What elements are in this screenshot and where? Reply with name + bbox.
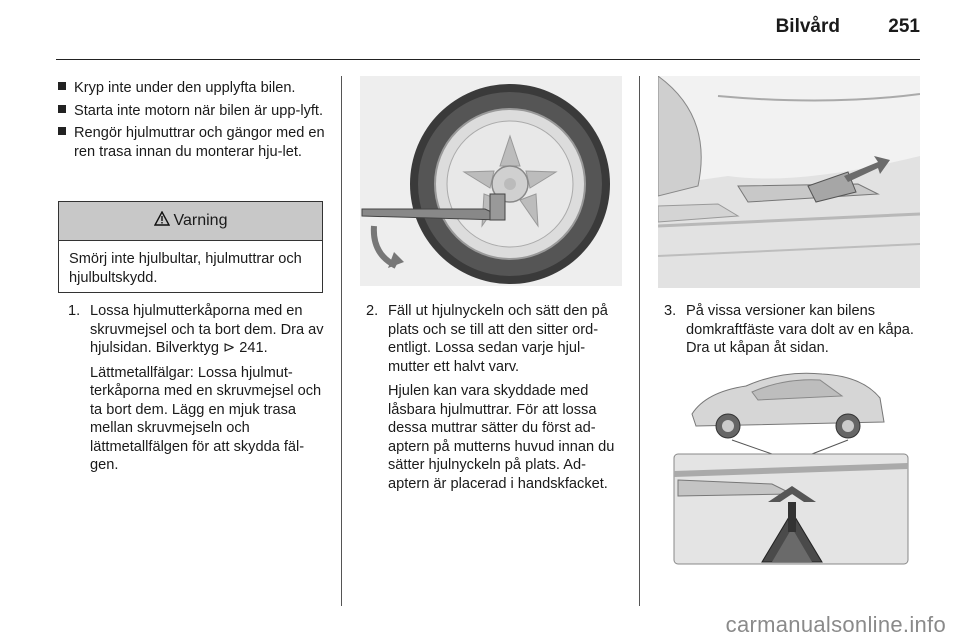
step-paragraph: Lossa hjulmutterkåporna med en skruvmejsel och ta bort dem. Dra av hjulsidan. Bilverktyg ⊳ 241. bbox=[90, 303, 324, 356]
warning-header bbox=[59, 202, 322, 241]
safety-bullet-list bbox=[58, 79, 326, 165]
step-2: 2. Fäll ut hjulnyckeln och sätt den på plats och se till att den sitter ord-entligt. Lossa sedan varje hjul-mutter ett halvt varv. Hjulen kan vara skyddade med låsbara hjulmuttrar. För att lossa dessa muttrar sätter du först ad-aptern på mutterns huvud innan du sätter hjulnyckeln på plats. Ad-aptern är placerad i handskfacket. bbox=[366, 302, 624, 493]
step-paragraph: Hjulen kan vara skyddade med låsbara hjulmuttrar. För att lossa dessa muttrar sätter du först ad-aptern på mutterns huvud innan du sätter hjulnyckeln på plats. Ad-aptern är placerad i handskfacket. bbox=[388, 383, 615, 492]
step-paragraph: Fäll ut hjulnyckeln och sätt den på plats och se till att den sitter ord-entligt. Lossa sedan varje hjul-mutter ett halvt varv. bbox=[388, 303, 608, 375]
bullet-item: Rengör hjulmuttrar och gängor med en ren trasa innan du monterar hju-let. bbox=[58, 124, 326, 161]
step-paragraph: Lättmetallfälgar: Lossa hjulmut-terkåporna med en skruvmejsel och ta bort dem. Lägg en mjuk trasa mellan skruvmejseln och lättmetallfälgen för att skydda fäl-gen. bbox=[90, 364, 322, 473]
bullet-square-icon bbox=[58, 127, 66, 135]
jack-cover-illustration bbox=[658, 76, 920, 288]
watermark: carmanualsonline.info bbox=[725, 612, 946, 637]
step-3: 3. På vissa versioner kan bilens domkraftfäste vara dolt av en kåpa. Dra ut kåpan åt sidan. bbox=[664, 302, 920, 358]
step-1: 1. Lossa hjulmutterkåporna med en skruvmejsel och ta bort dem. Dra av hjulsidan. Bilverktyg ⊳ 241. Lättmetallfälgar: Lossa hjulmut-terkåporna med en skruvmejsel och ta bort dem. Lägg en mjuk trasa mellan skruvmejseln och lättmetallfälgen för att skydda fäl-gen. bbox=[68, 303, 324, 473]
car-jack-illustration bbox=[672, 362, 910, 566]
step-list-1 bbox=[68, 302, 324, 481]
step-paragraph: På vissa versioner kan bilens domkraftfäste vara dolt av en kåpa. Dra ut kåpan åt sidan. bbox=[686, 303, 914, 356]
section-title: Bilvård bbox=[775, 16, 840, 37]
page-number: 251 bbox=[888, 16, 920, 37]
wheel-wrench-illustration bbox=[360, 76, 622, 286]
bullet-item: Kryp inte under den upplyfta bilen. bbox=[58, 79, 326, 98]
bullet-square-icon bbox=[58, 105, 66, 113]
step-list-3 bbox=[664, 302, 920, 364]
warning-triangle-icon bbox=[154, 211, 170, 231]
page-header bbox=[0, 0, 960, 62]
bullet-square-icon bbox=[58, 82, 66, 90]
header-rule bbox=[56, 59, 920, 60]
column-divider-1 bbox=[341, 76, 342, 606]
warning-body: Smörj inte hjulbultar, hjulmuttrar och hjulbultskydd. bbox=[69, 251, 302, 286]
column-divider-2 bbox=[639, 76, 640, 606]
bullet-item: Starta inte motorn när bilen är upp-lyft. bbox=[58, 102, 326, 121]
warning-title: Varning bbox=[173, 212, 228, 229]
step-list-2 bbox=[366, 302, 624, 499]
warning-box bbox=[58, 201, 323, 293]
